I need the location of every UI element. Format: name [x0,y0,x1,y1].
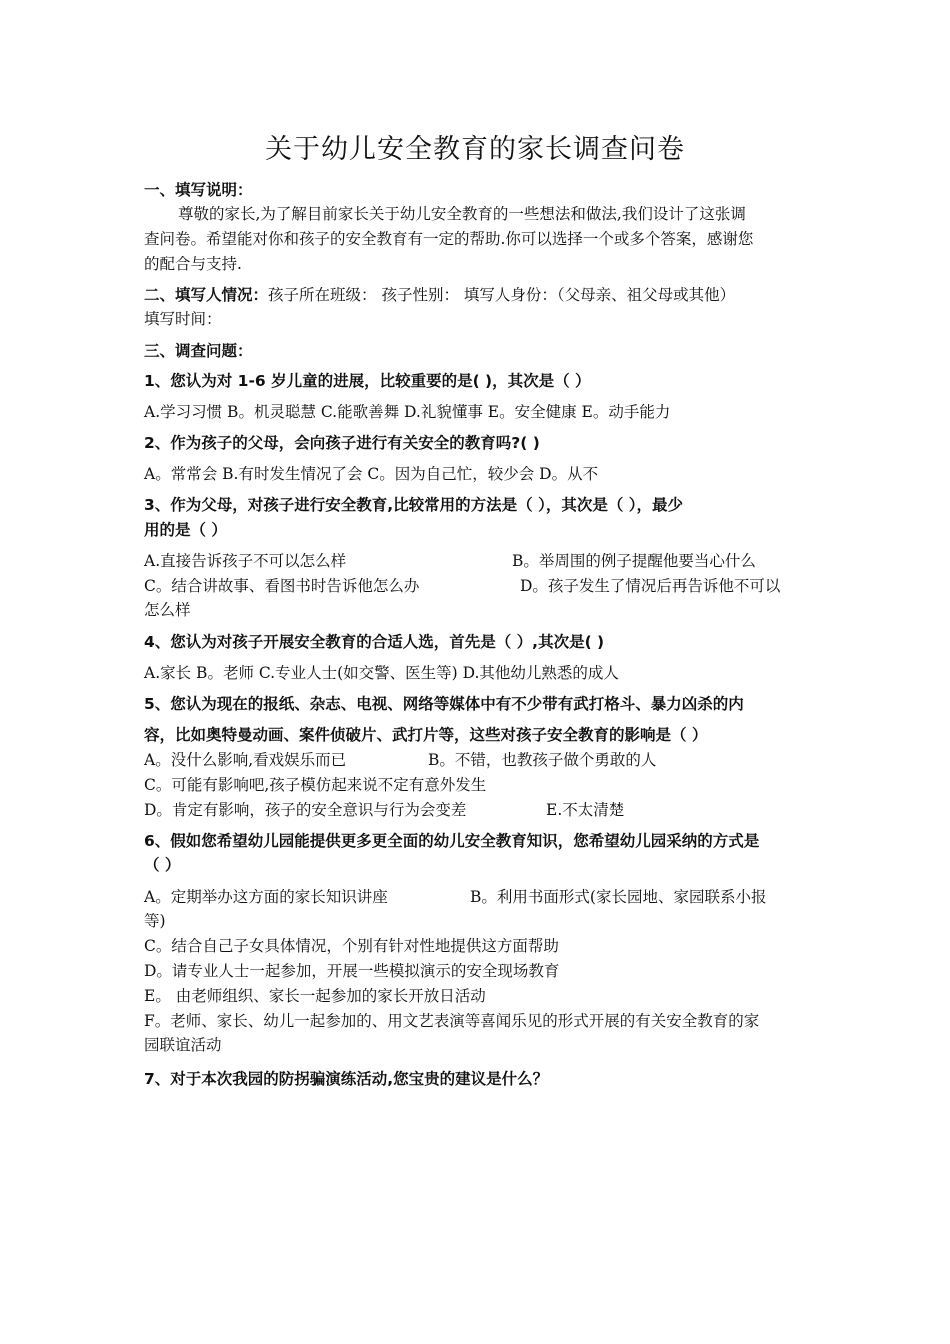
question-4: 4、您认为对孩子开展安全教育的合适人选，首先是（ ）,其次是( ) [144,633,605,651]
question-6-option-e: E。 由老师组织、家长一起参加的家长开放日活动 [144,987,486,1005]
question-6-option-b: B。利用书面形式(家长园地、家园联系小报 [470,888,767,906]
question-3-option-d: D。孩子发生了情况后再告诉他不可以 [520,577,781,595]
question-3-option-d-cont: 怎么样 [144,601,191,619]
question-5-option-b: B。不错，也教孩子做个勇敢的人 [428,751,657,769]
question-3-option-b: B。举周围的例子提醒他要当心什么 [512,552,756,570]
question-7: 7、对于本次我园的防拐骗演练活动,您宝贵的建议是什么？ [144,1070,549,1088]
question-5-line2: 容，比如奥特曼动画、案件侦破片、武打片等，这些对孩子安全教育的影响是（ ） [144,726,708,744]
question-6-option-d: D。请专业人士一起参加，开展一些模拟演示的安全现场教育 [144,962,560,980]
section1-para-line3: 的配合与支持. [144,255,242,273]
question-3-line1: 3、作为父母，对孩子进行安全教育,比较常用的方法是（ ），其次是（ ），最少 [144,496,683,514]
question-6-option-f-line1: F。老师、家长、幼儿一起参加的、用文艺表演等喜闻乐见的形式开展的有关安全教育的家 [144,1012,760,1030]
question-5-option-c: C。可能有影响吧,孩子模仿起来说不定有意外发生 [144,776,487,794]
section1-para-line2: 查问卷。希望能对你和孩子的安全教育有一定的帮助.你可以选择一个或多个答案，感谢您 [144,230,754,248]
question-3-option-c: C。结合讲故事、看图书时告诉他怎么办 [144,577,420,595]
question-3-option-a: A.直接告诉孩子不可以怎么样 [144,552,347,570]
question-6-option-f-line2: 园联谊活动 [144,1036,222,1054]
section2-heading: 二、填写人情况： [144,286,269,304]
question-6-line1: 6、假如您希望幼儿园能提供更多更全面的幼儿安全教育知识，您希望幼儿园采纳的方式是 [144,832,760,850]
question-3-line2: 用的是（ ） [144,521,227,539]
section1-para-line1: 尊敬的家长,为了解目前家长关于幼儿安全教育的一些想法和做法,我们设计了这张调 [178,205,746,223]
question-6-line2: （ ） [144,856,181,874]
question-5-option-d: D。肯定有影响，孩子的安全意识与行为会变差 [144,801,467,819]
question-5-option-a: A。没什么影响,看戏娱乐而已 [144,751,347,769]
section1-heading: 一、填写说明： [144,181,253,199]
question-6-option-b-cont: 等) [144,912,166,930]
question-6-option-c: C。结合自己子女具体情况，个别有针对性地提供这方面帮助 [144,937,559,955]
question-5-option-e: E.不太清楚 [546,801,625,819]
question-4-options: A.家长 B。老师 C.专业人士(如交警、医生等) D.其他幼儿熟悉的成人 [144,664,619,682]
question-2: 2、作为孩子的父母，会向孩子进行有关安全的教育吗?( ) [144,434,540,452]
question-1: 1、您认为对 1-6 岁儿童的进展，比较重要的是( )，其次是（ ） [144,372,591,390]
section2-fields: 孩子所在班级： 孩子性别： 填写人身份：（父母亲、祖父母或其他） [268,286,736,304]
section2-row [144,284,735,306]
question-6-option-a: A。定期举办这方面的家长知识讲座 [144,888,388,906]
page-title: 关于幼儿安全教育的家长调查问卷 [265,134,685,165]
question-2-options: A。常常会 B.有时发生情况了会 C。因为自己忙，较少会 D。从不 [144,465,599,483]
fill-time-label: 填写时间： [144,310,222,328]
question-1-options: A.学习习惯 B。机灵聪慧 C.能歌善舞 D.礼貌懂事 E。安全健康 E。动手能力 [144,403,671,421]
question-5-line1: 5、您认为现在的报纸、杂志、电视、网络等媒体中有不少带有武打格斗、暴力凶杀的内 [144,695,744,713]
section3-heading: 三、调查问题： [144,342,253,360]
